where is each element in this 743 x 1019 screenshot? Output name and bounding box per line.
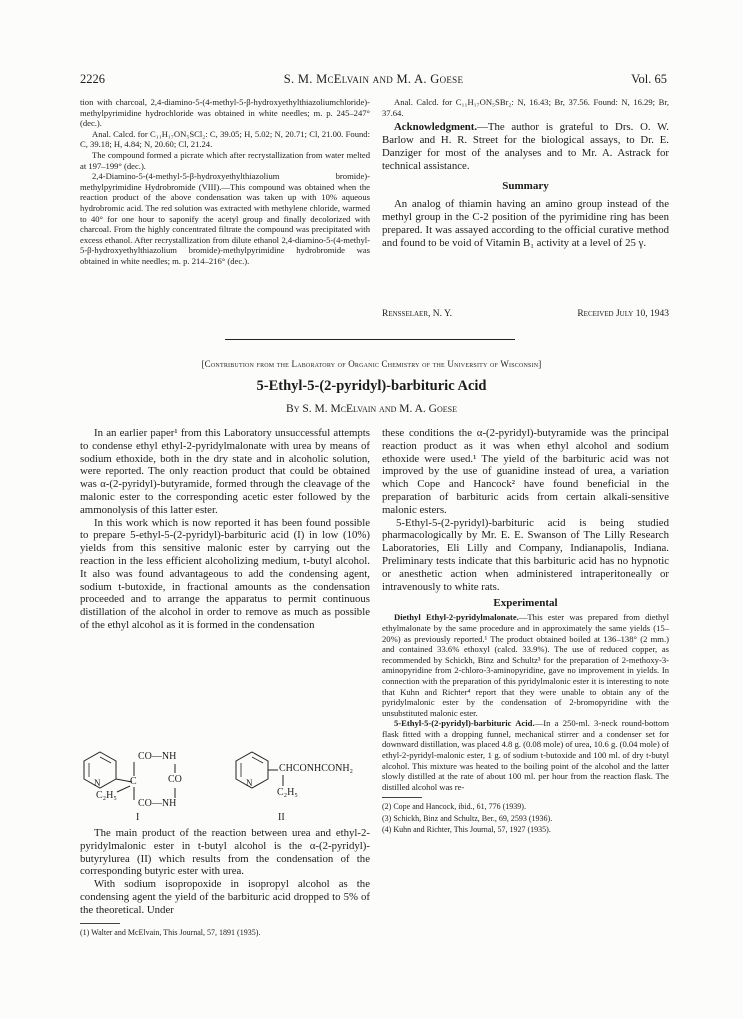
experimental-heading: Experimental xyxy=(493,597,558,610)
ring-nitrogen-2: N xyxy=(246,778,253,788)
received-date: Received July 10, 1943 xyxy=(577,309,669,319)
article-divider xyxy=(225,339,515,340)
article-left-column xyxy=(80,427,370,632)
acknowledgment-heading: Acknowledgment. xyxy=(394,121,478,134)
footnote-rule xyxy=(80,923,120,924)
body-paragraph: The main product of the reaction between urea and ethyl-2-pyridylmalonic ester in t-butyl alcohol is the α-(2-pyridyl)-butyrylurea (II) which results from the condensation of the corresponding butyric ester with urea. xyxy=(80,827,370,878)
prev-article-left-column xyxy=(80,97,370,267)
body-paragraph: 5-Ethyl-5-(2-pyridyl)-barbituric acid is being studied pharmacologically by Mr. E. E. Swanson of The Lilly Research Laboratories, Eli Lilly and Company, Indianapolis, Indiana. Preliminary tests indicate that this barbituric acid has no hypnotic or anesthetic action when administered intraperitoneally or intravenously to white rats. xyxy=(382,516,669,593)
structure-label: CO xyxy=(168,774,182,785)
summary-heading: Summary xyxy=(502,180,549,193)
body-paragraph: these conditions the α-(2-pyridyl)-butyramide was the principal reaction product as it was when ethyl alcohol and sodium ethoxide were used.¹ The yield of the barbituric acid was not improved by the use of guanidine instead of urea, a variation which Cope and Hancock² have found beneficial in the preparation of barbituric acids from certain alkali-sensitive malonic esters. xyxy=(382,427,669,516)
volume-label: Vol. 65 xyxy=(631,72,667,86)
structure-label: CO—NH xyxy=(138,751,177,762)
experimental-text: —In a 250-ml. 3-neck round-bottom flask fitted with a dropping funnel, mechanical stirrer and a condenser set for downward distillation, was placed 4.8 g. (0.08 mole) of urea, 10.6 g. (0.04 mole) of ethyl-2-pyridyl-malonic ester, 1 g. of sodium t-butoxide and 100 ml. of dry t-butyl alcohol. This mixture was heated to the boiling point of the alcohol and the latter slowly distilled at the rate of about 100 ml. per hour from the reaction flask. The distilled alcohol was re- xyxy=(382,718,669,792)
running-title: S. M. McElvain and M. A. Goese xyxy=(283,72,464,86)
article-title: 5-Ethyl-5-(2-pyridyl)-barbituric Acid xyxy=(256,378,487,394)
footnotes-right xyxy=(382,802,669,836)
summary-text: An analog of thiamin having an amino group instead of the methyl group in the C-2 position of the pyrimidine ring has been prepared. It was assayed according to the official curative method and found to be void of Vitamin B₁ activity at a level of 25 γ. xyxy=(382,198,669,249)
footnote: (1) Walter and McElvain, This Journal, 57, 1891 (1935). xyxy=(80,927,261,937)
structure-number: II xyxy=(278,812,285,823)
contribution-line: [Contribution from the Laboratory of Organic Chemistry of the University of Wisconsin] xyxy=(201,359,542,369)
footnote-rule xyxy=(382,797,422,798)
structure-label: CO—NH xyxy=(138,798,177,809)
prev-article-right-column xyxy=(382,97,669,250)
chemical-structures xyxy=(80,750,370,822)
running-header xyxy=(80,72,667,88)
body-paragraph: With sodium isopropoxide in isopropyl alcohol as the condensing agent the yield of the barbituric acid dropped to 5% of the theoretical. Under xyxy=(80,878,370,916)
ring-nitrogen: N xyxy=(94,778,101,788)
article-right-column xyxy=(382,427,669,837)
prev-analysis-2: Anal. Calcd. for C₁₁H₁₇ON₅SBr₂: N, 16.43; Br, 37.56. Found: N, 16.29; Br, 37.64. xyxy=(382,97,669,118)
prev-paragraph: The compound formed a picrate which after recrystallization from water melted at 197–199° (dec.). xyxy=(80,149,370,171)
structure-drawing xyxy=(80,750,370,822)
prev-paragraph: 2,4-Diamino-5-(4-methyl-5-β-hydroxyethylthiazolium bromide)-methylpyrimidine Hydrobromide (VIII).—This compound was obtained when the reaction product of the above condensation was taken up with 10% aqueous hydrobromic acid. The red solution was extracted with methylene chloride, warmed to 40° for one hour to saponify the acetyl group and finally decolorized with charcoal. From the highly concentrated filtrate the compound was precipitated with excess ethanol. After recrystallization from dilute ethanol 2,4-diamino-5-(4-methyl-5-β-hydroxyethylthiazolium bromide)-methylpyrimidine hydrobromide was obtained in white needles; m. p. 214–216° (dec.). xyxy=(80,171,370,266)
article-left-column-continued xyxy=(80,827,370,939)
experimental-subheading: Diethyl Ethyl-2-pyridylmalonate. xyxy=(394,612,519,623)
prev-analysis: Anal. Calcd. for C₁₁H₁₇ON₅SCl₂: C, 39.05; H, 5.02; N, 20.71; Cl, 21.00. Found: C, 39.18; H, 4.84; N, 20.60; Cl, 21.24. xyxy=(80,128,370,150)
structure-label: CHCONHCONH₂ xyxy=(279,763,354,774)
prev-paragraph: tion with charcoal, 2,4-diamino-5-(4-methyl-5-β-hydroxyethylthiazoliumchloride)-methylpyrimidine hydrochloride was obtained in white needles; m. p. 245–247° (dec.). xyxy=(80,97,370,129)
structure-label: C₂H₅ xyxy=(96,790,117,801)
structure-label: C xyxy=(130,776,137,787)
body-paragraph: In this work which is now reported it has been found possible to prepare 5-ethyl-5-(2-pyridyl)-barbituric acid (I) in low (10%) yields from this sensitive malonic ester by carrying out the reaction in the less efficient alcoholizing medium, t-butyl alcohol. It also was found advantageous to add the condensing agent, sodium t-butoxide, in fractional amounts as the condensation proceeded and to arrange the apparatus to permit continuous distillation of the alcohol in order to remove as much as possible of the ethyl alcohol as it is formed in the condensation xyxy=(80,516,370,631)
experimental-paragraph xyxy=(382,612,669,718)
footnote: (2) Cope and Hancock, ibid., 61, 776 (1939). xyxy=(382,802,526,812)
body-paragraph: In an earlier paper¹ from this Laboratory unsuccessful attempts to condense ethyl ethyl-2-pyridylmalonate with urea by means of sodium ethoxide, both in the dry state and in alcoholic solution, were reported. The only reaction product that could be obtained was α-(2-pyridyl)-butyramide, formed through the cleavage of the malonic ester to the corresponding acetic ester followed by the ammonolysis of this latter ester. xyxy=(80,427,370,516)
experimental-paragraph xyxy=(382,718,669,792)
page-number: 2226 xyxy=(80,72,105,86)
footnote: (4) Kuhn and Richter, This Journal, 57, 1927 (1935). xyxy=(382,825,551,835)
byline: By S. M. McElvain and M. A. Goese xyxy=(286,403,457,415)
structure-label: C₂H₅ xyxy=(277,787,298,798)
acknowledgment xyxy=(382,121,669,172)
acknowledgment-text: —The author is grateful to Drs. O. W. Barlow and H. R. Street for the biological assays, to Dr. E. Danziger for most of the analyses and to Mr. A. Astrack for technical assistance. xyxy=(382,121,669,172)
experimental-text: —This ester was prepared from diethyl ethylmalonate by the same procedure and in approximately the same yields (15–20%) as previously reported.¹ The product obtained boiled at 136–138° (2 mm.) and contained 33.6% ethoxyl (calcd. 33.9%). The use of reduced copper, as recommended by Schickh, Binz and Schultz³ for the preparation of 2-methoxy-3-aminopyridine from 2-chloro-3-aminopyridine, gave no improvement in yields. In connection with the preparation of this pyridylmalonic ester it is interesting to note that Kuhn and Richter⁴ report that they were unable to obtain any of the pyridylmalonic ester by the condensation of 2-bromopyridine with the unsubstituted malonic ester. xyxy=(382,612,669,718)
footnote: (3) Schickh, Binz and Schultz, Ber., 69, 2593 (1936). xyxy=(382,813,553,823)
experimental-subheading: 5-Ethyl-5-(2-pyridyl)-barbituric Acid. xyxy=(394,718,535,729)
structure-number: I xyxy=(136,812,140,823)
footnotes-left xyxy=(80,928,370,939)
place: Rensselaer, N. Y. xyxy=(382,309,453,319)
